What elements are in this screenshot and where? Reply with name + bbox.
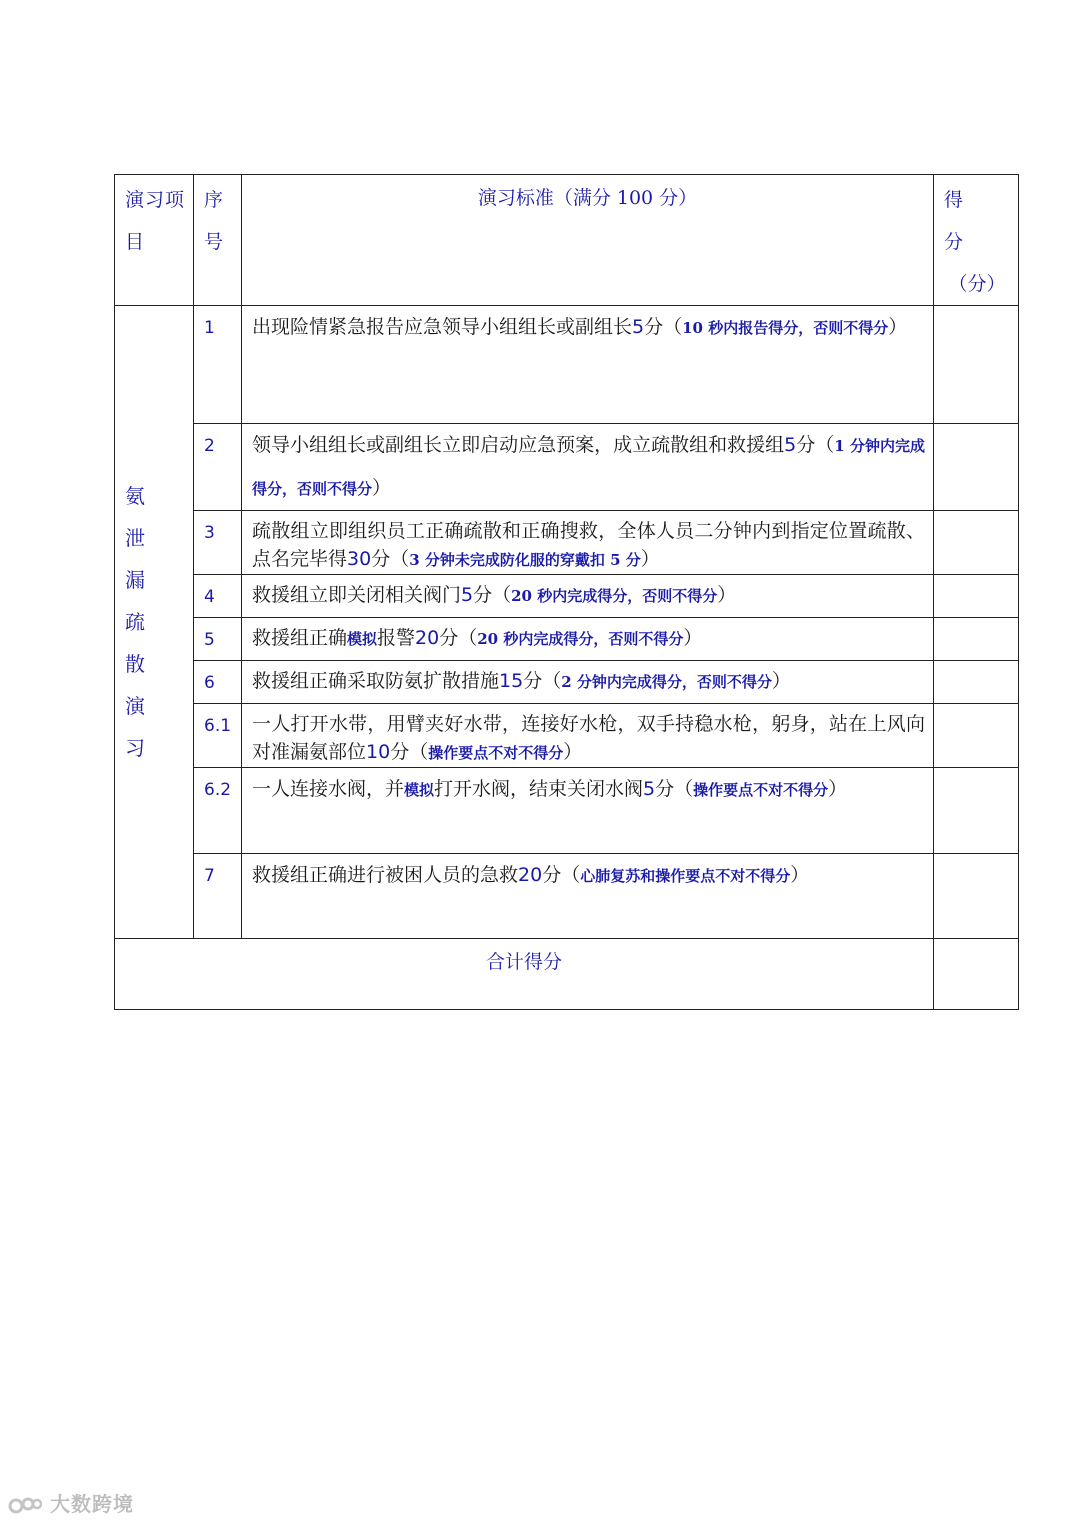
- total-score-cell[interactable]: [934, 939, 1019, 1010]
- row-standard: 领导小组组长或副组长立即启动应急预案，成立疏散组和救援组5分（1 分钟内完成得分，否则不得分）: [242, 424, 934, 511]
- table-row: [115, 704, 1019, 768]
- score-cell[interactable]: [934, 306, 1019, 424]
- table-row: [115, 618, 1019, 661]
- row-standard: 出现险情紧急报告应急领导小组组长或副组长5分（10 秒内报告得分，否则不得分）: [242, 306, 934, 424]
- score-cell[interactable]: [934, 424, 1019, 511]
- row-no: 6.2: [194, 768, 242, 854]
- row-standard: 救援组立即关闭相关阀门5分（20 秒内完成得分，否则不得分）: [242, 575, 934, 618]
- score-cell[interactable]: [934, 854, 1019, 939]
- brand-logo-icon: [8, 1495, 42, 1517]
- score-cell[interactable]: [934, 704, 1019, 768]
- score-cell[interactable]: [934, 768, 1019, 854]
- score-cell[interactable]: [934, 511, 1019, 575]
- table-row: [115, 511, 1019, 575]
- total-label: 合计得分: [115, 939, 934, 1010]
- header-row: [115, 175, 1019, 306]
- watermark: [8, 1488, 134, 1517]
- row-no: 3: [194, 511, 242, 575]
- table-row: [115, 306, 1019, 424]
- drill-scoring-table: [114, 174, 1019, 1010]
- row-standard: 疏散组立即组织员工正确疏散和正确搜救，全体人员二分钟内到指定位置疏散、点名完毕得30分（3 分钟未完成防化服的穿戴扣 5 分）: [242, 511, 934, 575]
- row-standard: 救援组正确进行被困人员的急救20分（心肺复苏和操作要点不对不得分）: [242, 854, 934, 939]
- row-no: 1: [194, 306, 242, 424]
- row-standard: 救援组正确采取防氨扩散措施15分（2 分钟内完成得分，否则不得分）: [242, 661, 934, 704]
- category-cell: [115, 306, 194, 939]
- watermark-text: 大数跨境: [49, 1492, 134, 1516]
- total-row: [115, 939, 1019, 1010]
- row-no: 6.1: [194, 704, 242, 768]
- header-standard: 演习标准（满分 100 分）: [242, 175, 934, 306]
- table-row: [115, 854, 1019, 939]
- score-cell[interactable]: [934, 661, 1019, 704]
- score-cell[interactable]: [934, 618, 1019, 661]
- score-cell[interactable]: [934, 575, 1019, 618]
- row-no: 6: [194, 661, 242, 704]
- header-score-unit: （分）: [948, 273, 1006, 295]
- row-standard: 一人连接水阀，并模拟打开水阀，结束关闭水阀5分（操作要点不对不得分）: [242, 768, 934, 854]
- table-row: [115, 661, 1019, 704]
- row-no: 5: [194, 618, 242, 661]
- category-label: 氨泄漏疏散演习: [125, 484, 163, 760]
- table-row: [115, 424, 1019, 511]
- header-item: 演习项目: [115, 175, 194, 306]
- header-score-label: 得 分: [944, 189, 992, 253]
- table-row: [115, 768, 1019, 854]
- row-no: 2: [194, 424, 242, 511]
- row-standard: 救援组正确模拟报警20分（20 秒内完成得分，否则不得分）: [242, 618, 934, 661]
- header-score: [934, 175, 1019, 306]
- table-row: [115, 575, 1019, 618]
- row-no: 7: [194, 854, 242, 939]
- row-standard: 一人打开水带，用臂夹好水带，连接好水枪，双手持稳水枪，躬身，站在上风向对准漏氨部位10分（操作要点不对不得分）: [242, 704, 934, 768]
- header-no: 序号: [194, 175, 242, 306]
- row-no: 4: [194, 575, 242, 618]
